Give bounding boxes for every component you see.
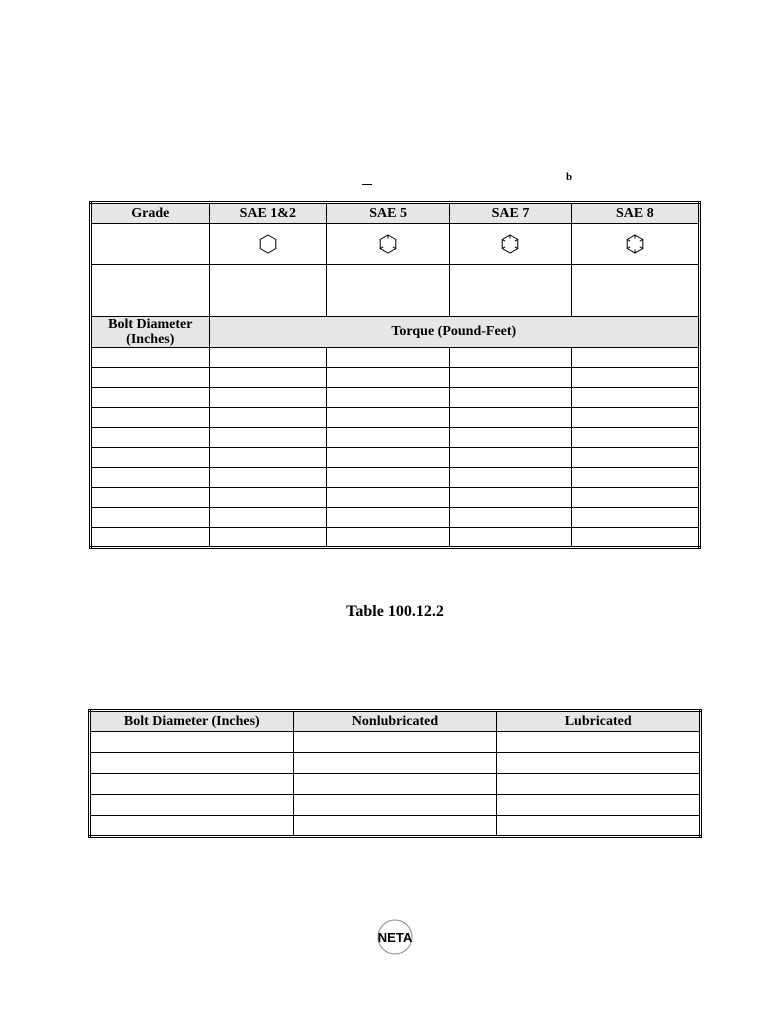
header-sae-1-2: SAE 1&2 xyxy=(209,203,326,224)
blank-cell xyxy=(209,265,326,317)
empty-cell xyxy=(450,528,571,548)
empty-cell xyxy=(450,408,571,428)
table-row xyxy=(91,428,700,448)
bolt-cell-sae-8 xyxy=(571,224,699,265)
empty-cell xyxy=(91,408,210,428)
blank-cell xyxy=(326,265,449,317)
blank-cell xyxy=(450,265,571,317)
empty-cell xyxy=(209,468,326,488)
torque-rows xyxy=(91,348,700,548)
empty-cell xyxy=(571,508,699,528)
empty-cell xyxy=(571,388,699,408)
empty-cell xyxy=(497,774,701,795)
bolt-cell-sae-1-2 xyxy=(209,224,326,265)
empty-cell xyxy=(450,348,571,368)
five-line-hex-head-icon xyxy=(499,233,521,255)
empty-cell xyxy=(91,528,210,548)
subheader-torque: Torque (Pound-Feet) xyxy=(209,317,699,348)
subheader-bolt-diameter: Bolt Diameter (Inches) xyxy=(91,317,210,348)
empty-cell xyxy=(571,448,699,468)
three-line-hex-head-icon xyxy=(377,233,399,255)
table-row xyxy=(91,348,700,368)
title-underline-mark xyxy=(362,184,372,185)
empty-cell xyxy=(90,816,294,837)
empty-cell xyxy=(497,753,701,774)
empty-cell xyxy=(571,428,699,448)
empty-cell xyxy=(450,488,571,508)
empty-cell xyxy=(293,816,497,837)
blank-cell xyxy=(91,265,210,317)
empty-cell xyxy=(571,408,699,428)
blank-cell xyxy=(571,265,699,317)
table-row xyxy=(91,468,700,488)
bolt-cell-sae-7 xyxy=(450,224,571,265)
header-sae-8: SAE 8 xyxy=(571,203,699,224)
empty-cell xyxy=(209,428,326,448)
empty-cell xyxy=(209,388,326,408)
empty-cell xyxy=(91,448,210,468)
empty-cell xyxy=(209,448,326,468)
empty-cell xyxy=(209,348,326,368)
empty-cell xyxy=(450,448,571,468)
table-row xyxy=(91,528,700,548)
empty-cell xyxy=(90,753,294,774)
empty-cell xyxy=(90,795,294,816)
lubrication-rows xyxy=(90,732,701,837)
footnote-marker: b xyxy=(566,171,573,183)
empty-cell xyxy=(293,753,497,774)
empty-cell xyxy=(326,428,449,448)
empty-cell xyxy=(209,408,326,428)
empty-cell xyxy=(91,468,210,488)
empty-cell xyxy=(326,468,449,488)
empty-cell xyxy=(571,528,699,548)
empty-cell xyxy=(91,488,210,508)
table-row xyxy=(90,774,701,795)
empty-cell xyxy=(91,428,210,448)
empty-cell xyxy=(571,468,699,488)
empty-cell xyxy=(571,368,699,388)
empty-cell xyxy=(90,732,294,753)
empty-cell xyxy=(326,348,449,368)
empty-cell xyxy=(326,488,449,508)
empty-cell xyxy=(326,368,449,388)
empty-cell xyxy=(450,508,571,528)
empty-cell xyxy=(497,732,701,753)
empty-cell xyxy=(571,348,699,368)
empty-cell xyxy=(450,428,571,448)
header-grade: Grade xyxy=(91,203,210,224)
empty-cell xyxy=(497,816,701,837)
empty-cell xyxy=(209,528,326,548)
table-row xyxy=(91,408,700,428)
empty-cell xyxy=(326,408,449,428)
table-row xyxy=(90,732,701,753)
bolt-cell-sae-5 xyxy=(326,224,449,265)
bolt-torque-table xyxy=(89,201,701,549)
table-row xyxy=(90,795,701,816)
empty-cell xyxy=(450,468,571,488)
empty-cell xyxy=(209,508,326,528)
header-bolt-diameter: Bolt Diameter (Inches) xyxy=(90,711,294,732)
empty-cell xyxy=(91,388,210,408)
header-sae-7: SAE 7 xyxy=(450,203,571,224)
table-row xyxy=(91,448,700,468)
header-sae-5: SAE 5 xyxy=(326,203,449,224)
empty-cell xyxy=(293,732,497,753)
table-row xyxy=(91,508,700,528)
table-row xyxy=(90,816,701,837)
empty-cell xyxy=(326,448,449,468)
table-row xyxy=(91,368,700,388)
six-line-hex-head-icon xyxy=(624,233,646,255)
empty-cell xyxy=(326,528,449,548)
empty-cell xyxy=(91,368,210,388)
empty-cell xyxy=(91,348,210,368)
table-caption: Table 100.12.2 xyxy=(346,603,444,620)
empty-cell xyxy=(450,388,571,408)
empty-cell xyxy=(293,774,497,795)
header-lubricated: Lubricated xyxy=(497,711,701,732)
table-row xyxy=(91,388,700,408)
empty-cell xyxy=(209,488,326,508)
bolt-torque-lubrication-table xyxy=(88,709,702,838)
plain-hex-head-icon xyxy=(257,233,279,255)
empty-cell xyxy=(293,795,497,816)
empty-cell xyxy=(450,368,571,388)
empty-cell xyxy=(91,508,210,528)
header-nonlubricated: Nonlubricated xyxy=(293,711,497,732)
table-row xyxy=(90,753,701,774)
empty-cell xyxy=(90,774,294,795)
empty-cell xyxy=(326,388,449,408)
neta-logo xyxy=(374,918,416,956)
neta-logo-text: NETA xyxy=(377,930,413,945)
empty-cell xyxy=(326,508,449,528)
empty-cell xyxy=(571,488,699,508)
head-marking-label-cell xyxy=(91,224,210,265)
empty-cell xyxy=(497,795,701,816)
empty-cell xyxy=(209,368,326,388)
table-row xyxy=(91,488,700,508)
